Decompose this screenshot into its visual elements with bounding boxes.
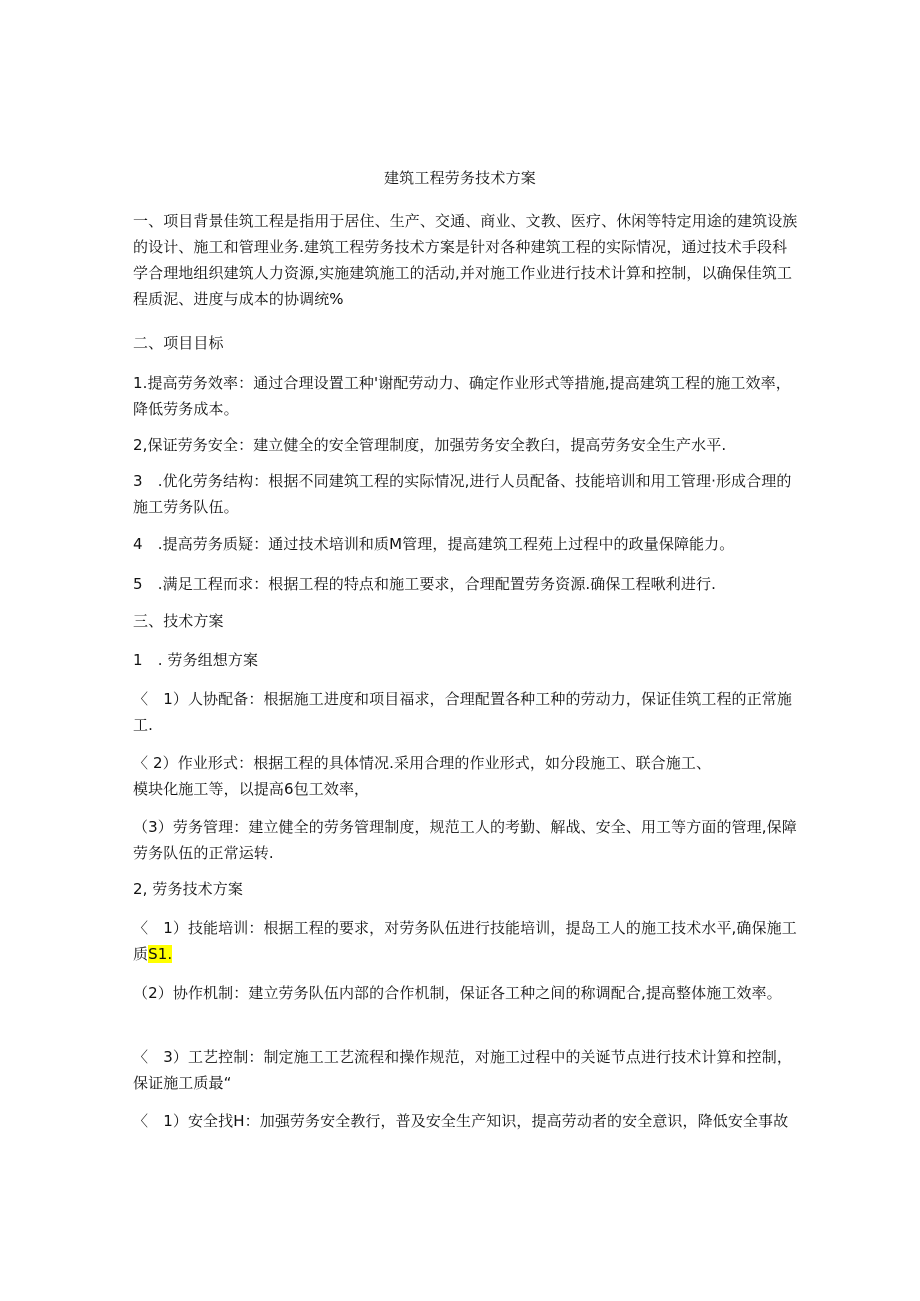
org-item-1: 〈 1）人协配备：根据施工进度和项目福求，合理配置各种工种的劳动力，保证佳筑工程的正常施工. <box>133 690 792 734</box>
tech-item-2: （2）协作机制：建立劳务队伍内部的合作机制，保证各工种之间的称调配合,提高整体施工效率。 <box>133 984 782 1002</box>
org-item-2-line-2: 模块化施工等，以提高6包工效率， <box>133 780 370 798</box>
goal-item-4: 4 .提高劳务质疑：通过技术培训和质M管理，提高建筑工程苑上过程中的政量保障能力。 <box>133 535 735 553</box>
tech-item-3: 〈 3）工艺控制：制定施工工艺流程和操作规范，对施工过程中的关诞节点进行技术计算和控制，保证施工质最“ <box>133 1048 792 1092</box>
tech-item-1-text: 〈 1）技能培训：根据工程的要求，对劳务队伍进行技能培训，提岛工人的施工技术水平,确保施工质 <box>133 919 797 963</box>
tech-heading: 三、技术方案 <box>133 612 224 630</box>
document-title: 建筑工程劳务技术方案 <box>383 169 536 187</box>
org-plan-heading: 1 . 劳务组想方案 <box>133 651 259 669</box>
intro-paragraph: 一、项目背景佳筑工程是指用于居住、生产、交通、商业、文教、医疗、休闲等特定用途的建筑设族的设计、施工和管理业务.建筑工程劳务技术方案是针对各种建筑工程的实际情况，通过技术手段科学合理地组织建筑人力资源,实施建筑施工的活动,并对施工作业进行技术计算和控制，以确保佳筑工程质泥、进度与成本的协调统% <box>133 212 798 308</box>
org-item-2-line-1: 〈 2）作业形式：根据工程的具体情况.采用合理的作业形式，如分段施工、联合施工、 <box>133 754 712 772</box>
goal-item-2: 2,保证劳务安全：建立健全的安全管理制度，加强劳务安全教臼，提高劳务安全生产水平. <box>133 436 727 454</box>
highlighted-text: S1. <box>148 945 173 963</box>
org-item-3: （3）劳务管理：建立健全的劳务管理制度，规范工人的考勤、解战、安全、用工等方面的管理,保障劳务队伍的正常运转. <box>133 818 797 862</box>
tech-plan-heading: 2, 劳务技术方案 <box>133 880 243 898</box>
tech-item-1 <box>133 915 798 967</box>
tech-item-4: 〈 1）安全找H：加强劳务安全教行，普及安全生产知识，提高劳动者的安全意识，降低安全事故 <box>133 1112 789 1130</box>
goal-item-3: 3 .优化劳务结构：根据不同建筑工程的实际情况,进行人员配备、技能培训和用工管理·形成合理的施工劳务队伍。 <box>133 472 792 516</box>
goal-item-1: 1.提高劳务效率：通过合理设置工种'谢配劳动力、确定作业形式等措施,提高建筑工程的施工效率，降低劳务成本。 <box>133 374 791 418</box>
goal-item-5: 5 .满足工程而求：根据工程的特点和施工要求，合理配置劳务资源.确保工程啾利进行. <box>133 575 716 593</box>
goals-heading: 二、项目目标 <box>133 334 224 352</box>
